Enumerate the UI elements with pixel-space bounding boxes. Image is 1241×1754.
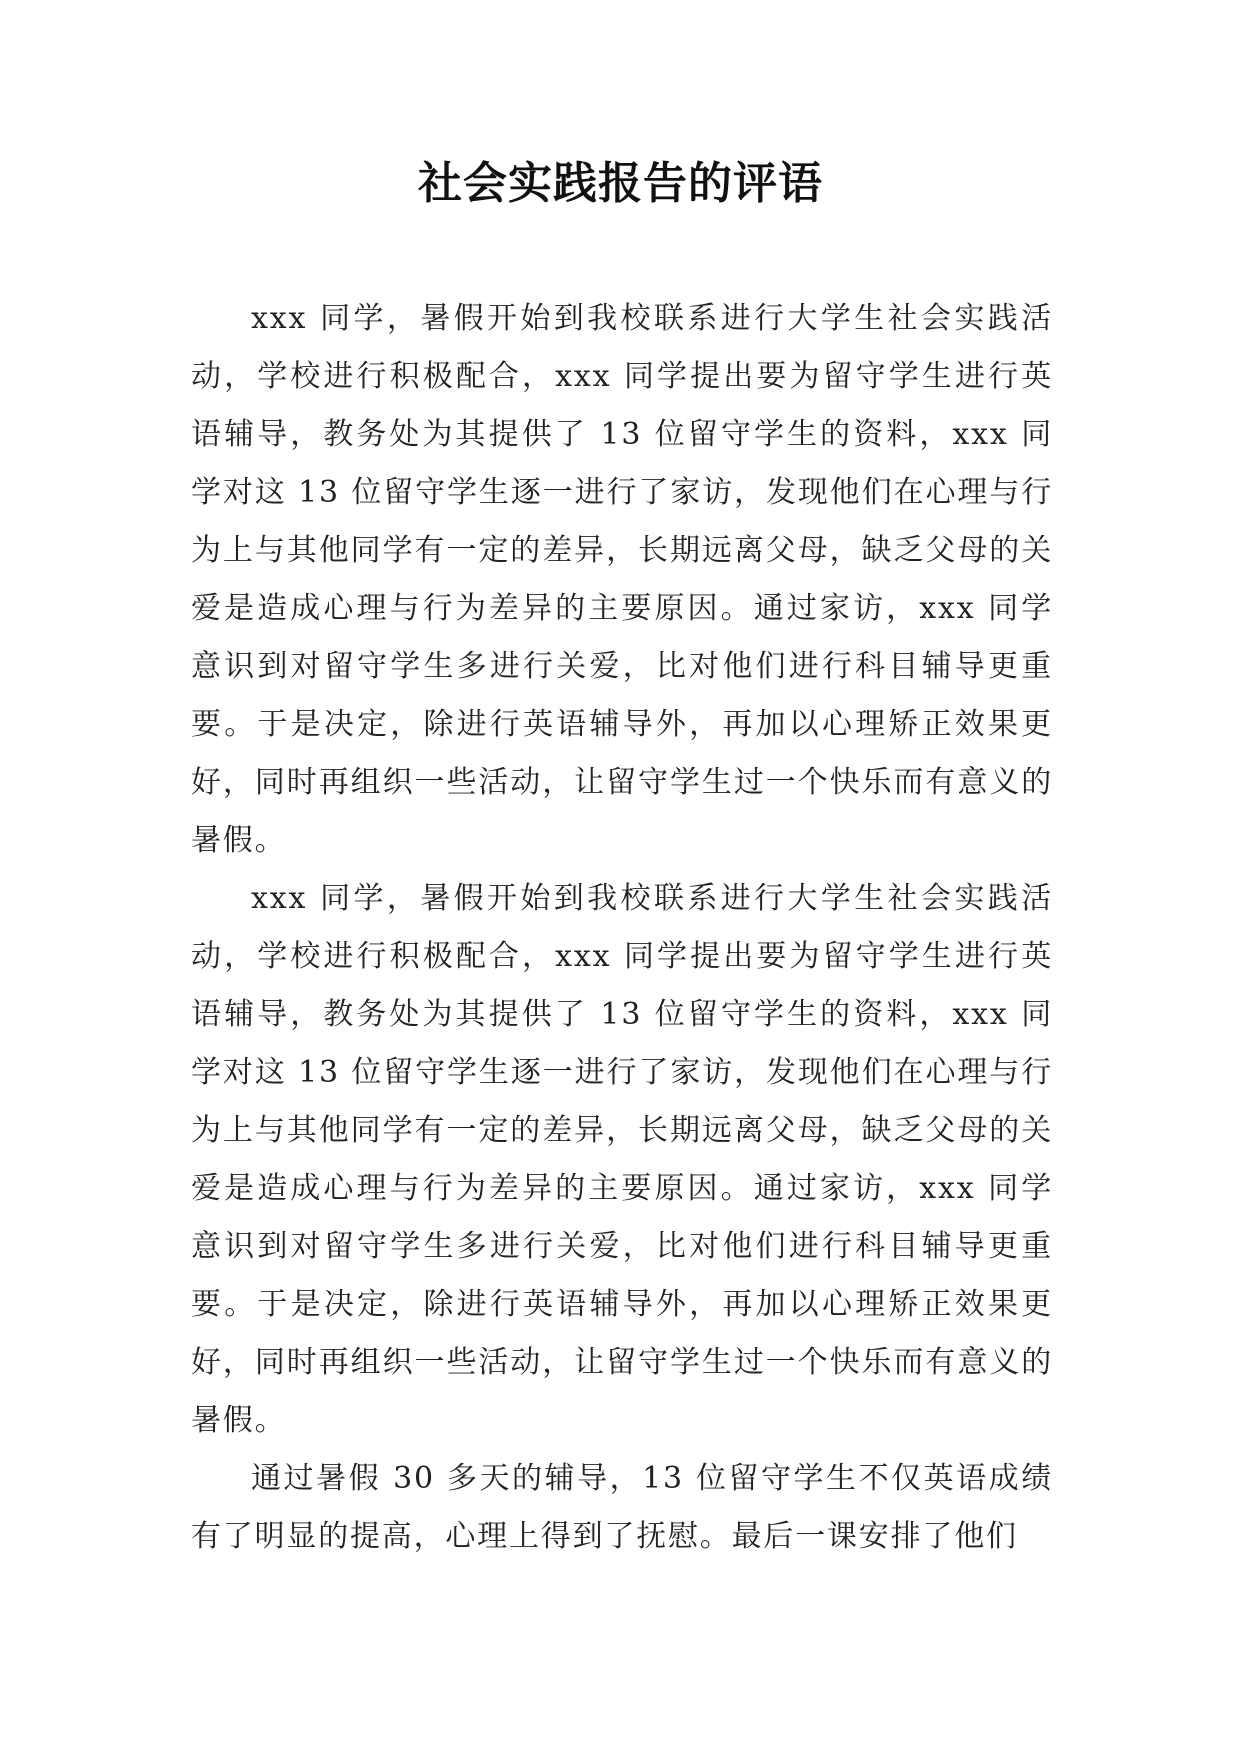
paragraph-3: 通过暑假 30 多天的辅导，13 位留守学生不仅英语成绩有了明显的提高，心理上得到了抚慰。最后一课安排了他们 xyxy=(191,1461,1053,1554)
document-body xyxy=(191,290,1053,1566)
paragraph-2: xxx 同学，暑假开始到我校联系进行大学生社会实践活动，学校进行积极配合，xxx 同学提出要为留守学生进行英语辅导，教务处为其提供了 13 位留守学生的资料，xxx 同学对这 13 位留守学生逐一进行了家访，发现他们在心理与行为上与其他同学有一定的差异，长期远离父母，缺乏父母的关爱是造成心理与行为差异的主要原因。通过家访，xxx 同学意识到对留守学生多进行关爱，比对他们进行科目辅导更重要。于是决定，除进行英语辅导外，再加以心理矫正效果更好，同时再组织一些活动，让留守学生过一个快乐而有意义的暑假。 xyxy=(191,881,1053,1438)
paragraph-1: xxx 同学，暑假开始到我校联系进行大学生社会实践活动，学校进行积极配合，xxx 同学提出要为留守学生进行英语辅导，教务处为其提供了 13 位留守学生的资料，xxx 同学对这 13 位留守学生逐一进行了家访，发现他们在心理与行为上与其他同学有一定的差异，长期远离父母，缺乏父母的关爱是造成心理与行为差异的主要原因。通过家访，xxx 同学意识到对留守学生多进行关爱，比对他们进行科目辅导更重要。于是决定，除进行英语辅导外，再加以心理矫正效果更好，同时再组织一些活动，让留守学生过一个快乐而有意义的暑假。 xyxy=(191,301,1053,858)
document-title: 社会实践报告的评语 xyxy=(418,158,823,209)
